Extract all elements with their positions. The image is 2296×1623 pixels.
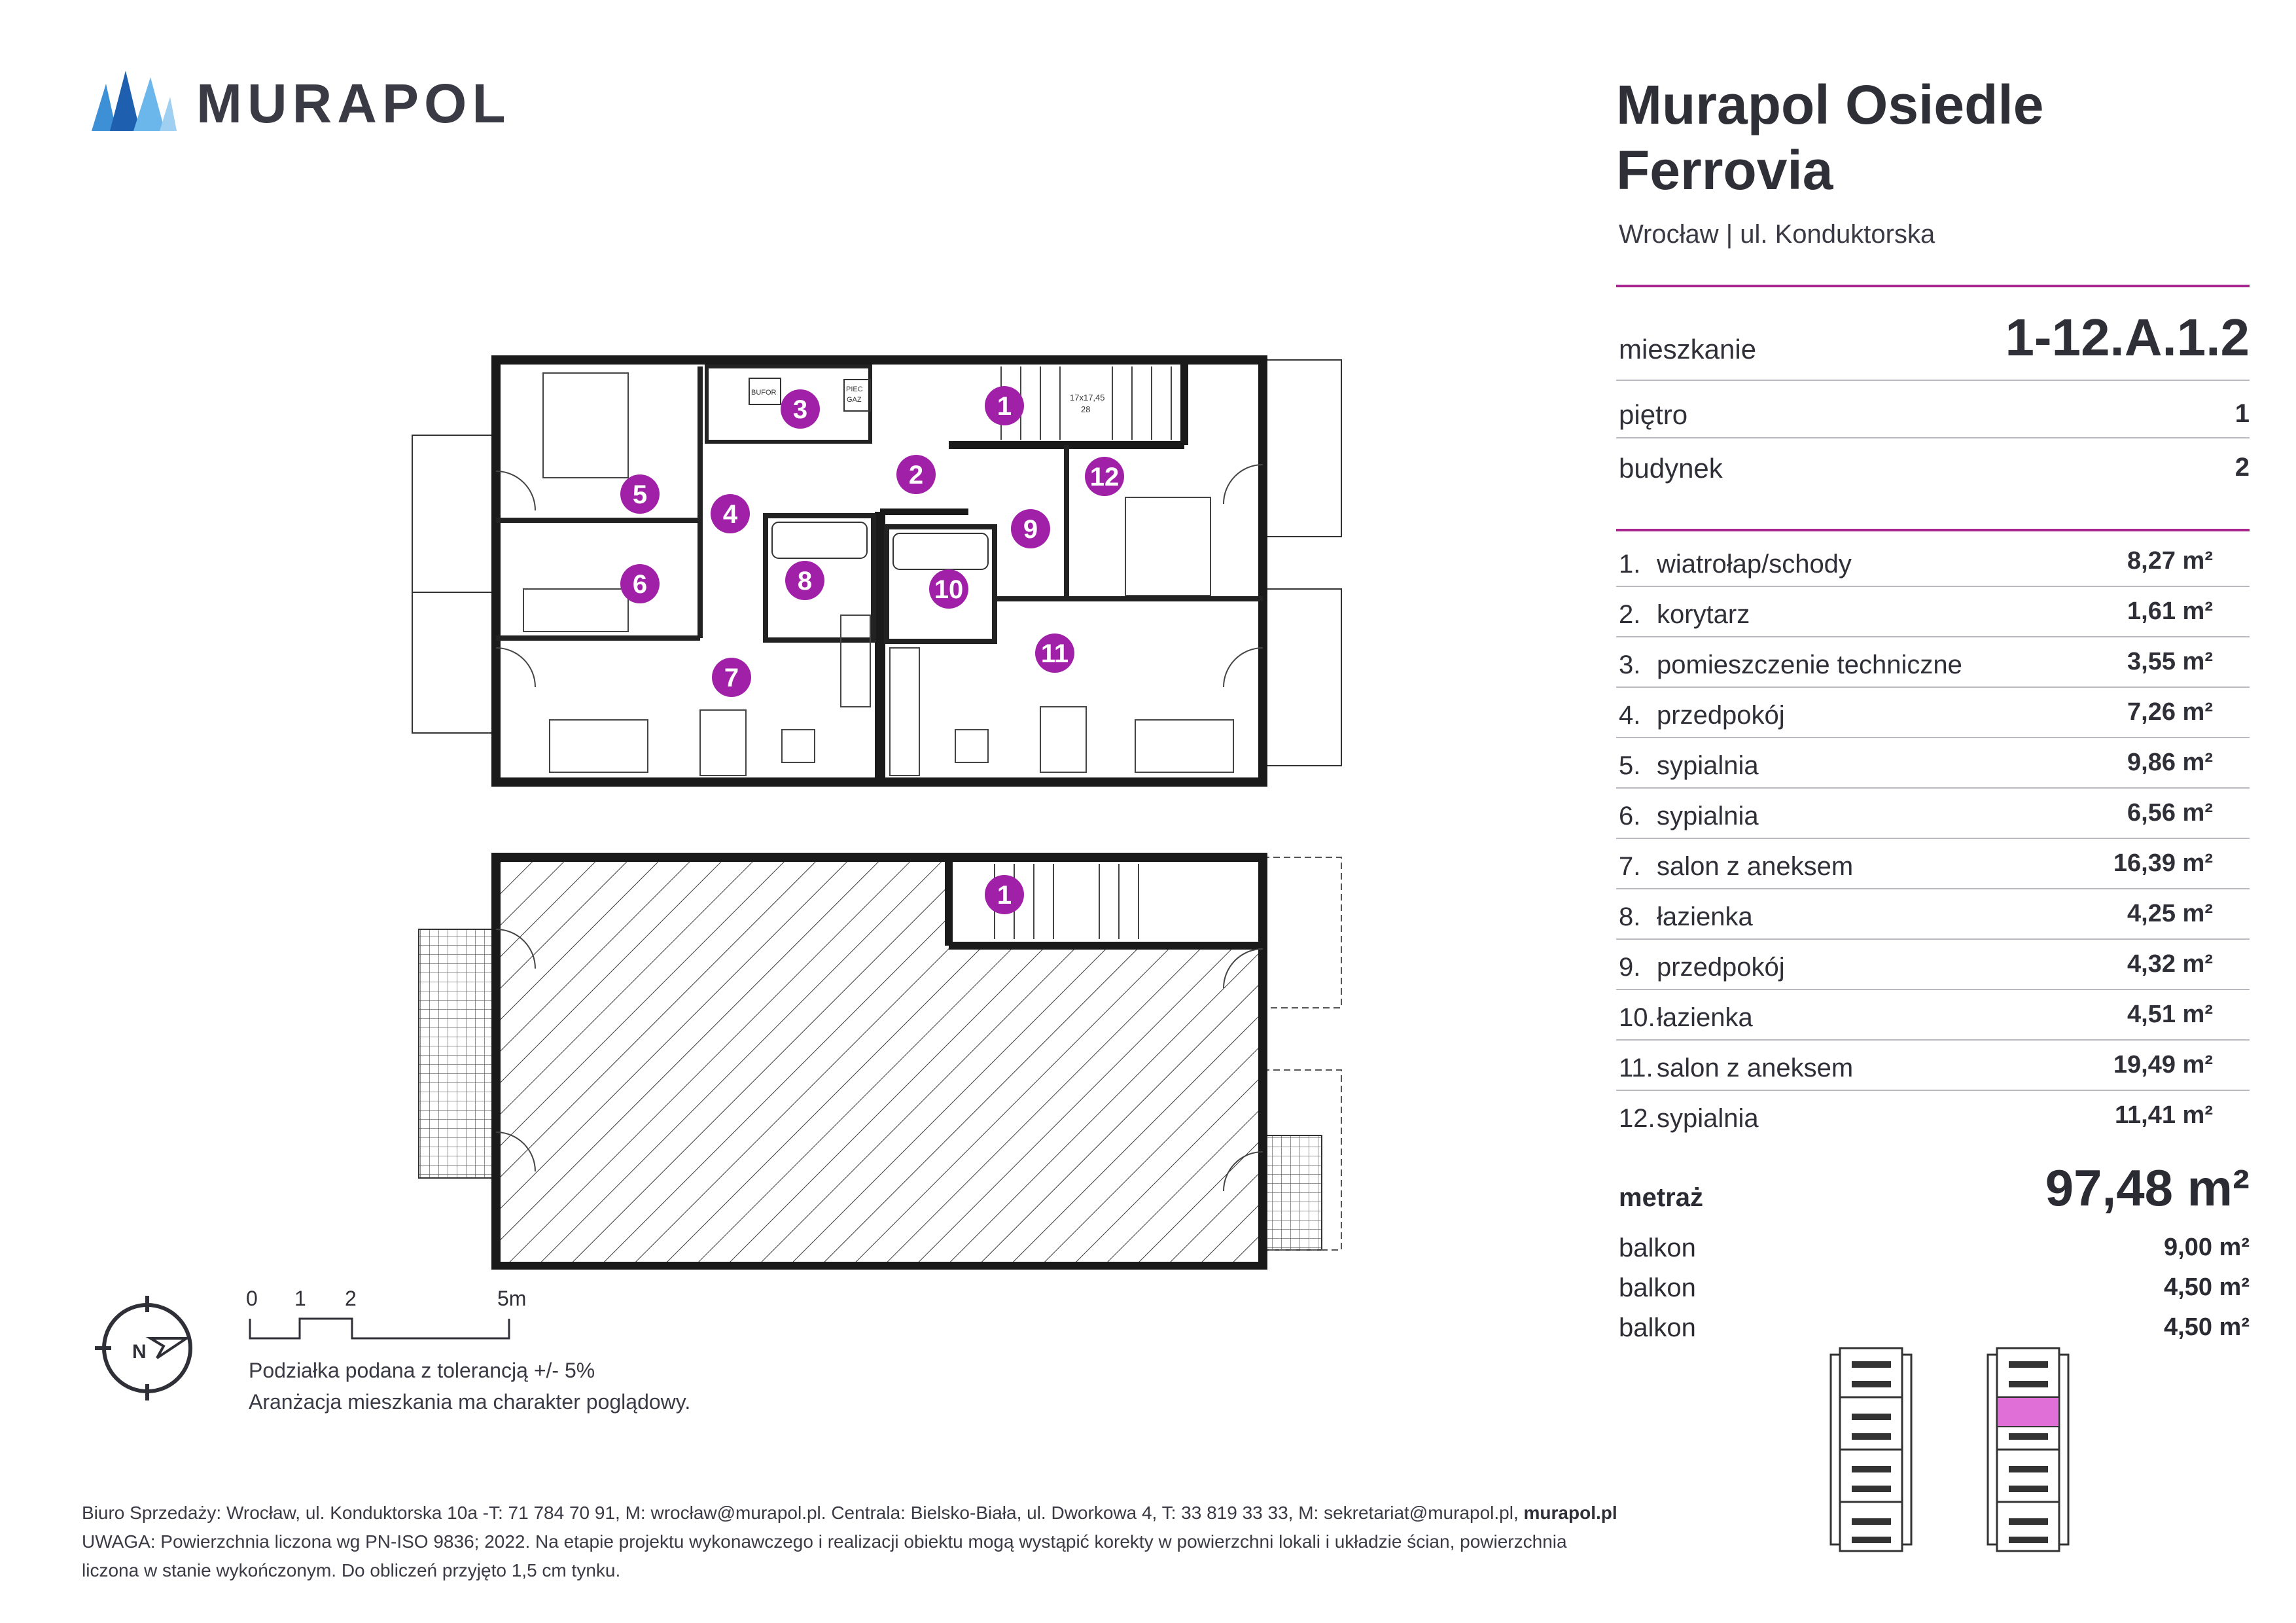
apartment-location-highlight — [1997, 1397, 2059, 1427]
table-icon — [700, 710, 746, 776]
divider — [1616, 838, 2250, 839]
room-marker-4 — [711, 494, 750, 533]
svg-text:1: 1 — [997, 392, 1012, 421]
svg-text:1: 1 — [997, 881, 1012, 910]
project-title-line1: Murapol Osiedle — [1616, 74, 2044, 135]
room-marker-1 — [985, 386, 1024, 425]
svg-text:7: 7 — [724, 664, 739, 692]
svg-text:2: 2 — [908, 461, 924, 490]
scale-note: Podziałka podana z tolerancją +/- 5% — [249, 1359, 595, 1382]
scale-tick-label: 0 — [246, 1287, 258, 1310]
project-address: Wrocław | ul. Konduktorska — [1619, 220, 1935, 249]
divider — [1616, 1039, 2250, 1041]
balcony-area: 4,50 m² — [2164, 1274, 2250, 1301]
kitchen-counter — [890, 648, 919, 776]
divider-rooms — [1616, 529, 2250, 531]
layout-note: Aranżacja mieszkania ma charakter poglądowy. — [249, 1390, 691, 1414]
balcony-left — [412, 435, 496, 733]
divider — [1616, 787, 2250, 789]
table-icon — [1040, 707, 1086, 772]
logo — [92, 71, 177, 139]
balcony-right-top — [1263, 360, 1341, 537]
svg-text:GAZ: GAZ — [847, 396, 862, 404]
room-marker-12 — [1085, 457, 1124, 496]
room-marker-2 — [896, 455, 936, 494]
building-label: budynek — [1619, 453, 1723, 484]
stove-icon — [955, 730, 988, 762]
sofa-icon — [550, 720, 648, 772]
balcony-area: 9,00 m² — [2164, 1234, 2250, 1261]
room-row: 8. łazienka 4,25 m² — [1619, 900, 2213, 931]
compass-icon — [92, 1293, 203, 1404]
divider — [1616, 636, 2250, 637]
room-marker-5 — [620, 474, 660, 514]
divider — [1616, 1090, 2250, 1091]
kitchen-counter — [841, 615, 870, 707]
building-value: 2 — [2234, 453, 2250, 482]
svg-text:28: 28 — [1081, 404, 1091, 414]
apartment-label: mieszkanie — [1619, 334, 1757, 365]
room-row: 5. sypialnia 9,86 m² — [1619, 749, 2213, 780]
lower-level — [419, 857, 1341, 1270]
metraz-label: metraż — [1619, 1183, 1703, 1212]
room-row: 1. wiatrołap/schody 8,27 m² — [1619, 547, 2213, 579]
floor-plan — [393, 340, 1374, 1270]
footer-notice: UWAGA: Powierzchnia liczona wg PN-ISO 9836; 2022. Na etapie projektu wykonawczego i realizacji obiektu mogą wystąpić korekty w powierzchni lokali i układzie ścian, powierzchnia — [82, 1531, 1567, 1552]
floor-value: 1 — [2234, 399, 2250, 428]
metraz-value: 97,48 m² — [2045, 1159, 2250, 1217]
room-row: 7. salon z aneksem 16,39 m² — [1619, 849, 2213, 881]
balcony-area: 4,50 m² — [2164, 1313, 2250, 1341]
stove-icon — [782, 730, 815, 762]
room-row: 6. sypialnia 6,56 m² — [1619, 799, 2213, 830]
room-marker-11 — [1035, 633, 1074, 673]
svg-text:5: 5 — [632, 480, 648, 509]
svg-text:PIEC: PIEC — [846, 385, 863, 393]
svg-text:3: 3 — [792, 395, 808, 424]
divider — [1616, 888, 2250, 889]
room-marker-8 — [785, 561, 824, 600]
divider — [1616, 989, 2250, 990]
project-title-line2: Ferrovia — [1616, 139, 1833, 201]
logo-wordmark: MURAPOL — [196, 73, 511, 134]
scale-bar — [249, 1315, 510, 1342]
scale-tick-label: 2 — [345, 1287, 357, 1310]
divider — [1616, 737, 2250, 738]
svg-text:11: 11 — [1040, 639, 1069, 668]
room-row: 3. pomieszczenie techniczne 3,55 m² — [1619, 648, 2213, 679]
svg-text:BUFOR: BUFOR — [751, 389, 777, 397]
footer-notice-cont: liczona w stanie wykończonym. Do obliczeń przyjęto 1,5 cm tynku. — [82, 1560, 621, 1580]
room-row: 10. łazienka 4,51 m² — [1619, 1001, 2213, 1032]
apartment-code: 1-12.A.1.2 — [2005, 308, 2250, 366]
divider — [1616, 687, 2250, 688]
scale-tick-label: 5m — [497, 1287, 527, 1310]
upper-level — [412, 360, 1341, 782]
svg-text:12: 12 — [1089, 463, 1120, 491]
footer-contact: Biuro Sprzedaży: Wrocław, ul. Konduktorska 10a -T: 71 784 70 91, M: wrocław@murapol.pl. Centrala: Bielsko-Biała, ul. Dworkowa 4, T: 33 819 33 33, M: sekretariat@murapol.pl, murapol.pl — [82, 1503, 1617, 1523]
svg-text:N: N — [132, 1341, 147, 1363]
balcony-label: balkon — [1619, 1313, 1696, 1342]
scale-tick-label: 1 — [294, 1287, 306, 1310]
svg-text:10: 10 — [934, 575, 964, 604]
divider-top — [1616, 285, 2250, 287]
room-marker-3 — [781, 389, 820, 429]
divider — [1616, 586, 2250, 587]
divider — [1616, 938, 2250, 940]
room-marker-10 — [929, 569, 968, 609]
footer — [82, 1499, 1617, 1585]
room-marker-7 — [712, 658, 751, 697]
svg-text:8: 8 — [797, 567, 813, 596]
project-title — [1616, 72, 2205, 203]
svg-text:4: 4 — [722, 500, 738, 529]
bed-icon — [523, 589, 628, 632]
room-marker-lower-1 — [985, 875, 1024, 914]
room-row: 4. przedpokój 7,26 m² — [1619, 698, 2213, 730]
divider — [1616, 437, 2250, 438]
room-marker-9 — [1011, 509, 1050, 548]
balcony-label: balkon — [1619, 1274, 1696, 1302]
room-row: 12. sypialnia 11,41 m² — [1619, 1101, 2213, 1133]
website-link[interactable]: murapol.pl — [1523, 1503, 1617, 1523]
terrace-right — [1266, 1135, 1322, 1250]
bed-icon — [1125, 497, 1210, 596]
terrace-left — [419, 929, 496, 1178]
room-marker-6 — [620, 564, 660, 603]
room-row: 2. korytarz 1,61 m² — [1619, 597, 2213, 629]
svg-text:9: 9 — [1023, 515, 1038, 544]
divider — [1616, 380, 2250, 381]
room-row: 11. salon z aneksem 19,49 m² — [1619, 1051, 2213, 1082]
svg-text:6: 6 — [632, 570, 648, 599]
floor-label: piętro — [1619, 399, 1688, 430]
logo-mark-icon — [92, 71, 177, 136]
bed-icon — [543, 373, 628, 478]
sofa-icon — [1135, 720, 1233, 772]
building-key-plan — [1826, 1342, 2087, 1558]
room-row: 9. przedpokój 4,32 m² — [1619, 950, 2213, 982]
area-outline-dashed — [1263, 857, 1341, 1008]
balcony-right-bottom — [1263, 589, 1341, 766]
balcony-label: balkon — [1619, 1234, 1696, 1262]
svg-text:17x17,45: 17x17,45 — [1070, 393, 1105, 402]
